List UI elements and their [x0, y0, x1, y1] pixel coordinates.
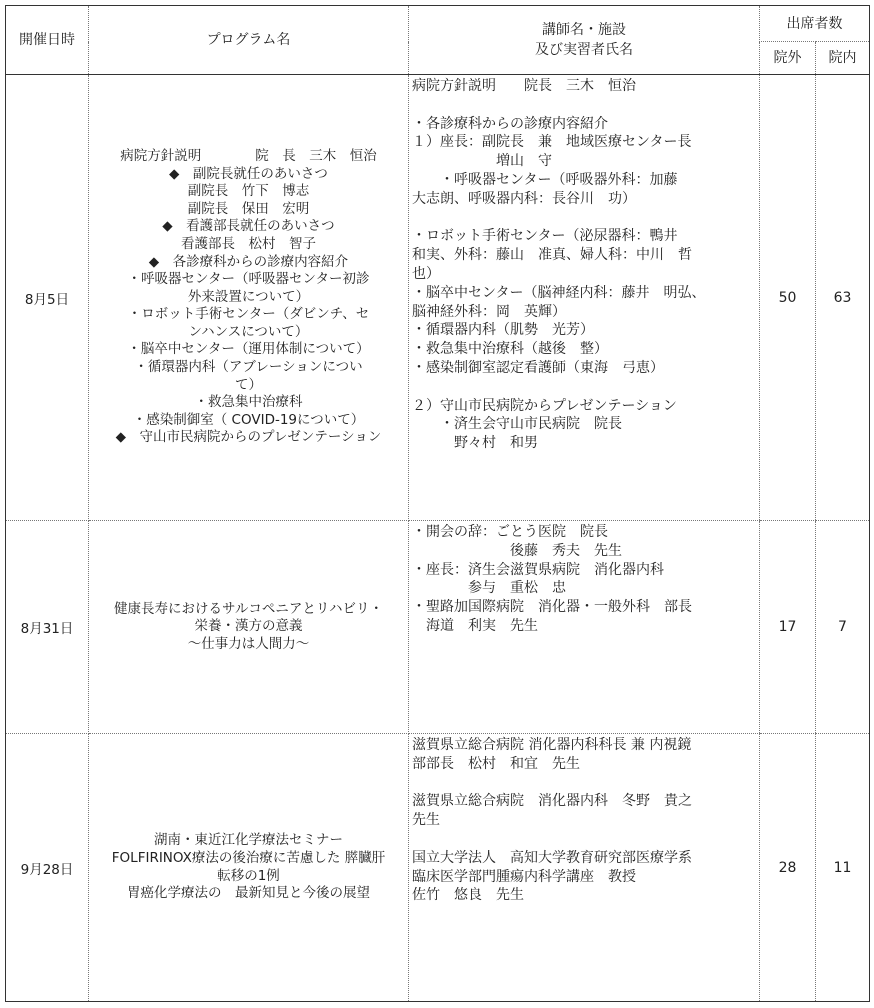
- instructor-line: 滋賀県立総合病院 消化器内科 冬野 貴之: [412, 793, 692, 810]
- header-instructor-line2: 及び実習者氏名: [535, 42, 633, 58]
- instructor-line: 後藤 秀夫 先生: [412, 542, 622, 559]
- row-date: 8月5日: [6, 75, 89, 521]
- header-attendance: 出席者数: [760, 6, 870, 42]
- row-outside-count: 28: [760, 734, 816, 1002]
- instructor-line: 野々村 和男: [412, 435, 538, 452]
- row-instructor: [409, 734, 760, 1002]
- program-line: 転移の1例: [217, 867, 280, 884]
- instructor-line: 滋賀県立総合病院 消化器内科科長 兼 内視鏡: [412, 737, 692, 753]
- table-row: [6, 75, 870, 521]
- program-line: ◆ 看護部長就任のあいさつ: [162, 218, 335, 235]
- instructor-line: [412, 774, 755, 793]
- program-line: ・脳卒中センター（運用体制について）: [127, 341, 370, 358]
- row-instructor: [409, 75, 760, 521]
- row-outside-count: 50: [760, 75, 816, 521]
- instructor-line: 大志朗、呼吸器内科：長谷川 功）: [412, 190, 636, 207]
- instructor-line: 先生: [412, 812, 440, 829]
- header-program: プログラム名: [89, 6, 409, 75]
- program-line: ◆ 副院長就任のあいさつ: [169, 165, 328, 182]
- row-program: [89, 521, 409, 734]
- row-outside-count: 17: [760, 521, 816, 734]
- row-date: 9月28日: [6, 734, 89, 1002]
- program-line: ・救急集中治療科: [194, 394, 303, 411]
- instructor-line: ・済生会守山市民病院 院長: [412, 416, 622, 433]
- instructor-line: [412, 209, 755, 228]
- row-inside-count: 7: [816, 521, 870, 734]
- instructor-line: 和実、外科：藤山 准真、婦人科：中川 哲: [412, 247, 692, 264]
- lecture-table: [5, 5, 870, 1002]
- program-line: ◆ 各診療科からの診療内容紹介: [148, 253, 349, 270]
- header-instructor: [409, 6, 760, 75]
- instructor-line: ・感染制御室認定看護師（東海 弓恵）: [412, 359, 664, 376]
- instructor-line: 佐竹 悠良 先生: [412, 887, 524, 904]
- row-instructor: [409, 521, 760, 734]
- row-program: [89, 734, 409, 1002]
- program-line: ・ロボット手術センター（ダビンチ、セ: [127, 306, 370, 323]
- header-outside: 院外: [760, 42, 816, 75]
- program-line: 湖南・東近江化学療法セミナー: [154, 832, 343, 849]
- program-line: 副院長 竹下 博志: [187, 183, 310, 200]
- header-instructor-line1: 講師名・施設: [542, 22, 626, 38]
- table-row: [6, 521, 870, 734]
- program-line: ・呼吸器センター（呼吸器センター初診: [127, 271, 370, 288]
- program-line: ・循環器内科（アブレーションについ: [134, 359, 363, 376]
- instructor-line: 参与 重松 忠: [412, 580, 566, 597]
- instructor-line: [412, 96, 755, 115]
- row-date: 8月31日: [6, 521, 89, 734]
- instructor-line: ・脳卒中センター（脳神経内科：藤井 明弘、: [412, 284, 706, 301]
- row-inside-count: 11: [816, 734, 870, 1002]
- row-program: [89, 75, 409, 521]
- instructor-line: 臨床医学部門腫瘍内科学講座 教授: [412, 868, 636, 885]
- program-line: ンハンスについて）: [188, 323, 309, 340]
- program-line: 胃癌化学療法の 最新知見と今後の展望: [127, 885, 370, 902]
- program-line: 外来設置について）: [187, 288, 310, 305]
- instructor-line: 部部長 松村 和宜 先生: [412, 755, 580, 772]
- instructor-line: 也）: [412, 265, 440, 282]
- instructor-line: ・呼吸器センター（呼吸器外科：加藤: [412, 171, 678, 188]
- instructor-line: 脳神経外科：岡 英輝）: [412, 303, 566, 320]
- instructor-line: 病院方針説明 院長 三木 恒治: [412, 78, 636, 94]
- header-date: 開催日時: [6, 6, 89, 75]
- program-line: 栄養・漢方の意義: [194, 618, 303, 635]
- instructor-line: ・各診療科からの診療内容紹介: [412, 115, 608, 132]
- table-row: [6, 734, 870, 1002]
- instructor-line: 増山 守: [412, 153, 552, 170]
- instructor-line: 海道 利実 先生: [412, 617, 538, 634]
- instructor-line: ・救急集中治療科（越後 整）: [412, 341, 608, 358]
- instructor-line: ・ロボット手術センター（泌尿器科：鴨井: [412, 228, 678, 245]
- program-line: 看護部長 松村 智子: [181, 235, 316, 252]
- instructor-line: 国立大学法人 高知大学教育研究部医療学系: [412, 849, 692, 866]
- instructor-line: ・循環器内科（肌勢 光芳）: [412, 322, 594, 339]
- instructor-line: ・開会の辞：ごとう医院 院長: [412, 524, 608, 540]
- header-inside: 院内: [816, 42, 870, 75]
- program-line: FOLFIRINOX療法の後治療に苦慮した 膵臓肝: [111, 849, 386, 866]
- instructor-line: １）座長：副院長 兼 地域医療センター長: [412, 134, 692, 151]
- instructor-line: [412, 830, 755, 849]
- program-line: ～仕事力は人間力～: [187, 635, 310, 652]
- program-line: て）: [235, 376, 262, 393]
- instructor-line: ・聖路加国際病院 消化器・一般外科 部長: [412, 599, 692, 616]
- program-line: ◆ 守山市民病院からのプレゼンテーション: [115, 429, 382, 446]
- instructor-line: [412, 378, 755, 397]
- program-line: 副院長 保田 宏明: [187, 200, 310, 217]
- instructor-line: ２）守山市民病院からプレゼンテーション: [412, 397, 677, 414]
- row-inside-count: 63: [816, 75, 870, 521]
- program-line: ・感染制御室（ COVID-19について）: [132, 411, 365, 428]
- instructor-line: ・座長：済生会滋賀県病院 消化器内科: [412, 561, 664, 578]
- program-line: 健康長寿におけるサルコペニアとリハビリ・: [114, 600, 383, 617]
- program-line: 病院方針説明 院 長 三木 恒治: [120, 147, 377, 164]
